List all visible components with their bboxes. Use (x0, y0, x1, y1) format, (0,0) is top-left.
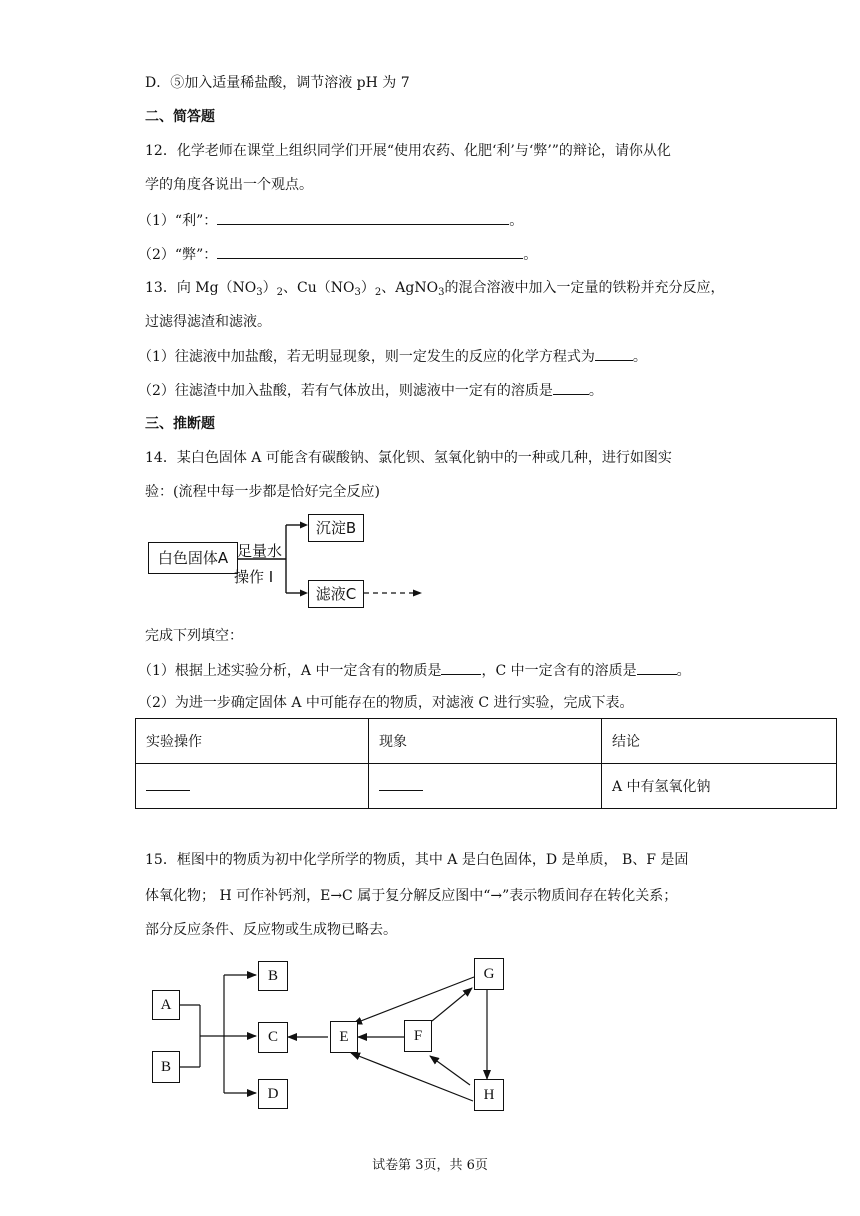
arrow-g-to-e (353, 977, 474, 1024)
section-title-inference: 三、推断题 (145, 416, 215, 432)
flow-box-filtrate: 滤液C (308, 580, 364, 608)
node-d: D (258, 1079, 288, 1109)
table-cell-phenomenon (369, 764, 602, 809)
q15-stem-line1: 15．框图中的物质为初中化学所学的物质，其中 A 是白色固体，D 是单质， B、F 是固 (145, 852, 689, 868)
arrow-h-to-e (351, 1053, 473, 1101)
q13-subscript: 3 (256, 287, 263, 298)
q13-subscript: 3 (438, 287, 445, 298)
q13-sub2-answer-blank[interactable] (553, 380, 589, 395)
q13-text: 13．向 Mg（NO (145, 280, 257, 296)
q14-sub1 (138, 660, 691, 681)
table-row (136, 764, 837, 809)
q12-sub2-answer-blank[interactable] (217, 244, 523, 259)
arrow-head-icon (300, 522, 308, 529)
q15-relation-diagram (140, 955, 520, 1115)
node-a: A (152, 990, 180, 1020)
node-f: F (404, 1020, 432, 1052)
table-cell-conclusion: A 中有氢氧化钠 (602, 764, 837, 809)
q13-subscript: 3 (354, 287, 361, 298)
q13-subscript: 2 (276, 287, 284, 298)
q14-sub1-end: 。 (676, 663, 691, 679)
page-footer: 试卷第 3页，共 6页 (372, 1158, 488, 1173)
q14-stem-line2: 验：(流程中每一步都是恰好完全反应) (145, 484, 380, 500)
node-h: H (474, 1079, 504, 1111)
q13-stem-line2: 过滤得滤渣和滤液。 (145, 314, 271, 330)
q12-sub2 (138, 244, 537, 265)
q13-stem-line1 (145, 278, 724, 303)
q12-sub2-label: （2）“弊”： (138, 247, 218, 263)
arrow-head-icon (300, 590, 308, 597)
q14-sub1-text-a: （1）根据上述实验分析，A 中一定含有的物质是 (138, 663, 442, 679)
q13-text: 的混合溶液中加入一定量的铁粉并充分反应， (444, 280, 725, 296)
q14-experiment-table (135, 718, 837, 809)
table-header-row (136, 719, 837, 764)
q11-option-d: D．⑤加入适量稀盐酸，调节溶液 pH 为 7 (145, 75, 410, 91)
table-header-phenomenon: 现象 (369, 719, 602, 764)
q13-sub1-text: （1）往滤液中加盐酸，若无明显现象，则一定发生的反应的化学方程式为 (138, 349, 595, 365)
q14-sub2: （2）为进一步确定固体 A 中可能存在的物质，对滤液 C 进行实验，完成下表。 (138, 695, 634, 711)
q13-sub2-end: 。 (588, 383, 603, 399)
node-c: C (258, 1022, 288, 1053)
q13-sub1-answer-blank[interactable] (595, 346, 633, 361)
table-header-conclusion: 结论 (602, 719, 837, 764)
table-phenomenon-blank[interactable] (379, 778, 423, 791)
node-b-top: B (258, 961, 288, 991)
table-operation-blank[interactable] (146, 778, 190, 791)
q15-stem-line2: 体氧化物； H 可作补钙剂，E→C 属于复分解反应图中“→”表示物质间存在转化关系； (145, 888, 678, 904)
flow-label-operation: 操作 I (234, 568, 274, 586)
q14-sub1-text-b: ，C 中一定含有的溶质是 (481, 663, 637, 679)
q14-flow-diagram (140, 512, 440, 612)
q14-stem-line1: 14．某白色固体 A 可能含有碳酸钠、氯化钡、氢氧化钠中的一种或几种，进行如图实 (145, 450, 672, 466)
node-e: E (330, 1021, 358, 1053)
q14-sub1-answer-blank-a[interactable] (441, 660, 481, 675)
q12-sub1-answer-blank[interactable] (217, 210, 509, 225)
q12-stem-line1: 12．化学老师在课堂上组织同学们开展“使用农药、化肥‘利’与‘弊’”的辩论，请你从化 (145, 143, 671, 159)
q13-sub1-end: 。 (632, 349, 647, 365)
section-title-short-answer: 二、简答题 (145, 109, 215, 125)
q13-subscript: 2 (374, 287, 382, 298)
q13-text: 、Cu（NO (283, 280, 355, 296)
q15-stem-line3: 部分反应条件、反应物或生成物已略去。 (145, 922, 397, 938)
q14-sub1-answer-blank-c[interactable] (637, 660, 677, 675)
table-header-operation: 实验操作 (136, 719, 369, 764)
q12-sub1-label: （1）“利”： (138, 213, 218, 229)
arrow-head-icon (413, 590, 422, 597)
flow-box-precipitate: 沉淀B (308, 514, 364, 542)
q12-sub2-end: 。 (523, 247, 538, 263)
q13-sub2-text: （2）往滤渣中加入盐酸，若有气体放出，则滤液中一定有的溶质是 (138, 383, 553, 399)
node-g: G (474, 958, 504, 990)
arrow-h-to-f (430, 1056, 470, 1085)
q12-sub1-end: 。 (509, 213, 524, 229)
arrow-f-to-g (432, 988, 472, 1021)
q13-sub1 (138, 346, 647, 367)
q14-fill-intro: 完成下列填空： (145, 628, 243, 644)
node-b-left: B (152, 1051, 180, 1083)
flow-label-water: 足量水 (237, 542, 283, 560)
q13-text: ） (262, 280, 277, 296)
q12-sub1 (138, 210, 523, 231)
flow-box-start: 白色固体A (148, 542, 238, 574)
q13-text: ） (360, 280, 375, 296)
q12-stem-line2: 学的角度各说出一个观点。 (145, 177, 313, 193)
table-cell-operation (136, 764, 369, 809)
q13-sub2 (138, 380, 603, 401)
q13-text: 、AgNO (381, 280, 439, 296)
